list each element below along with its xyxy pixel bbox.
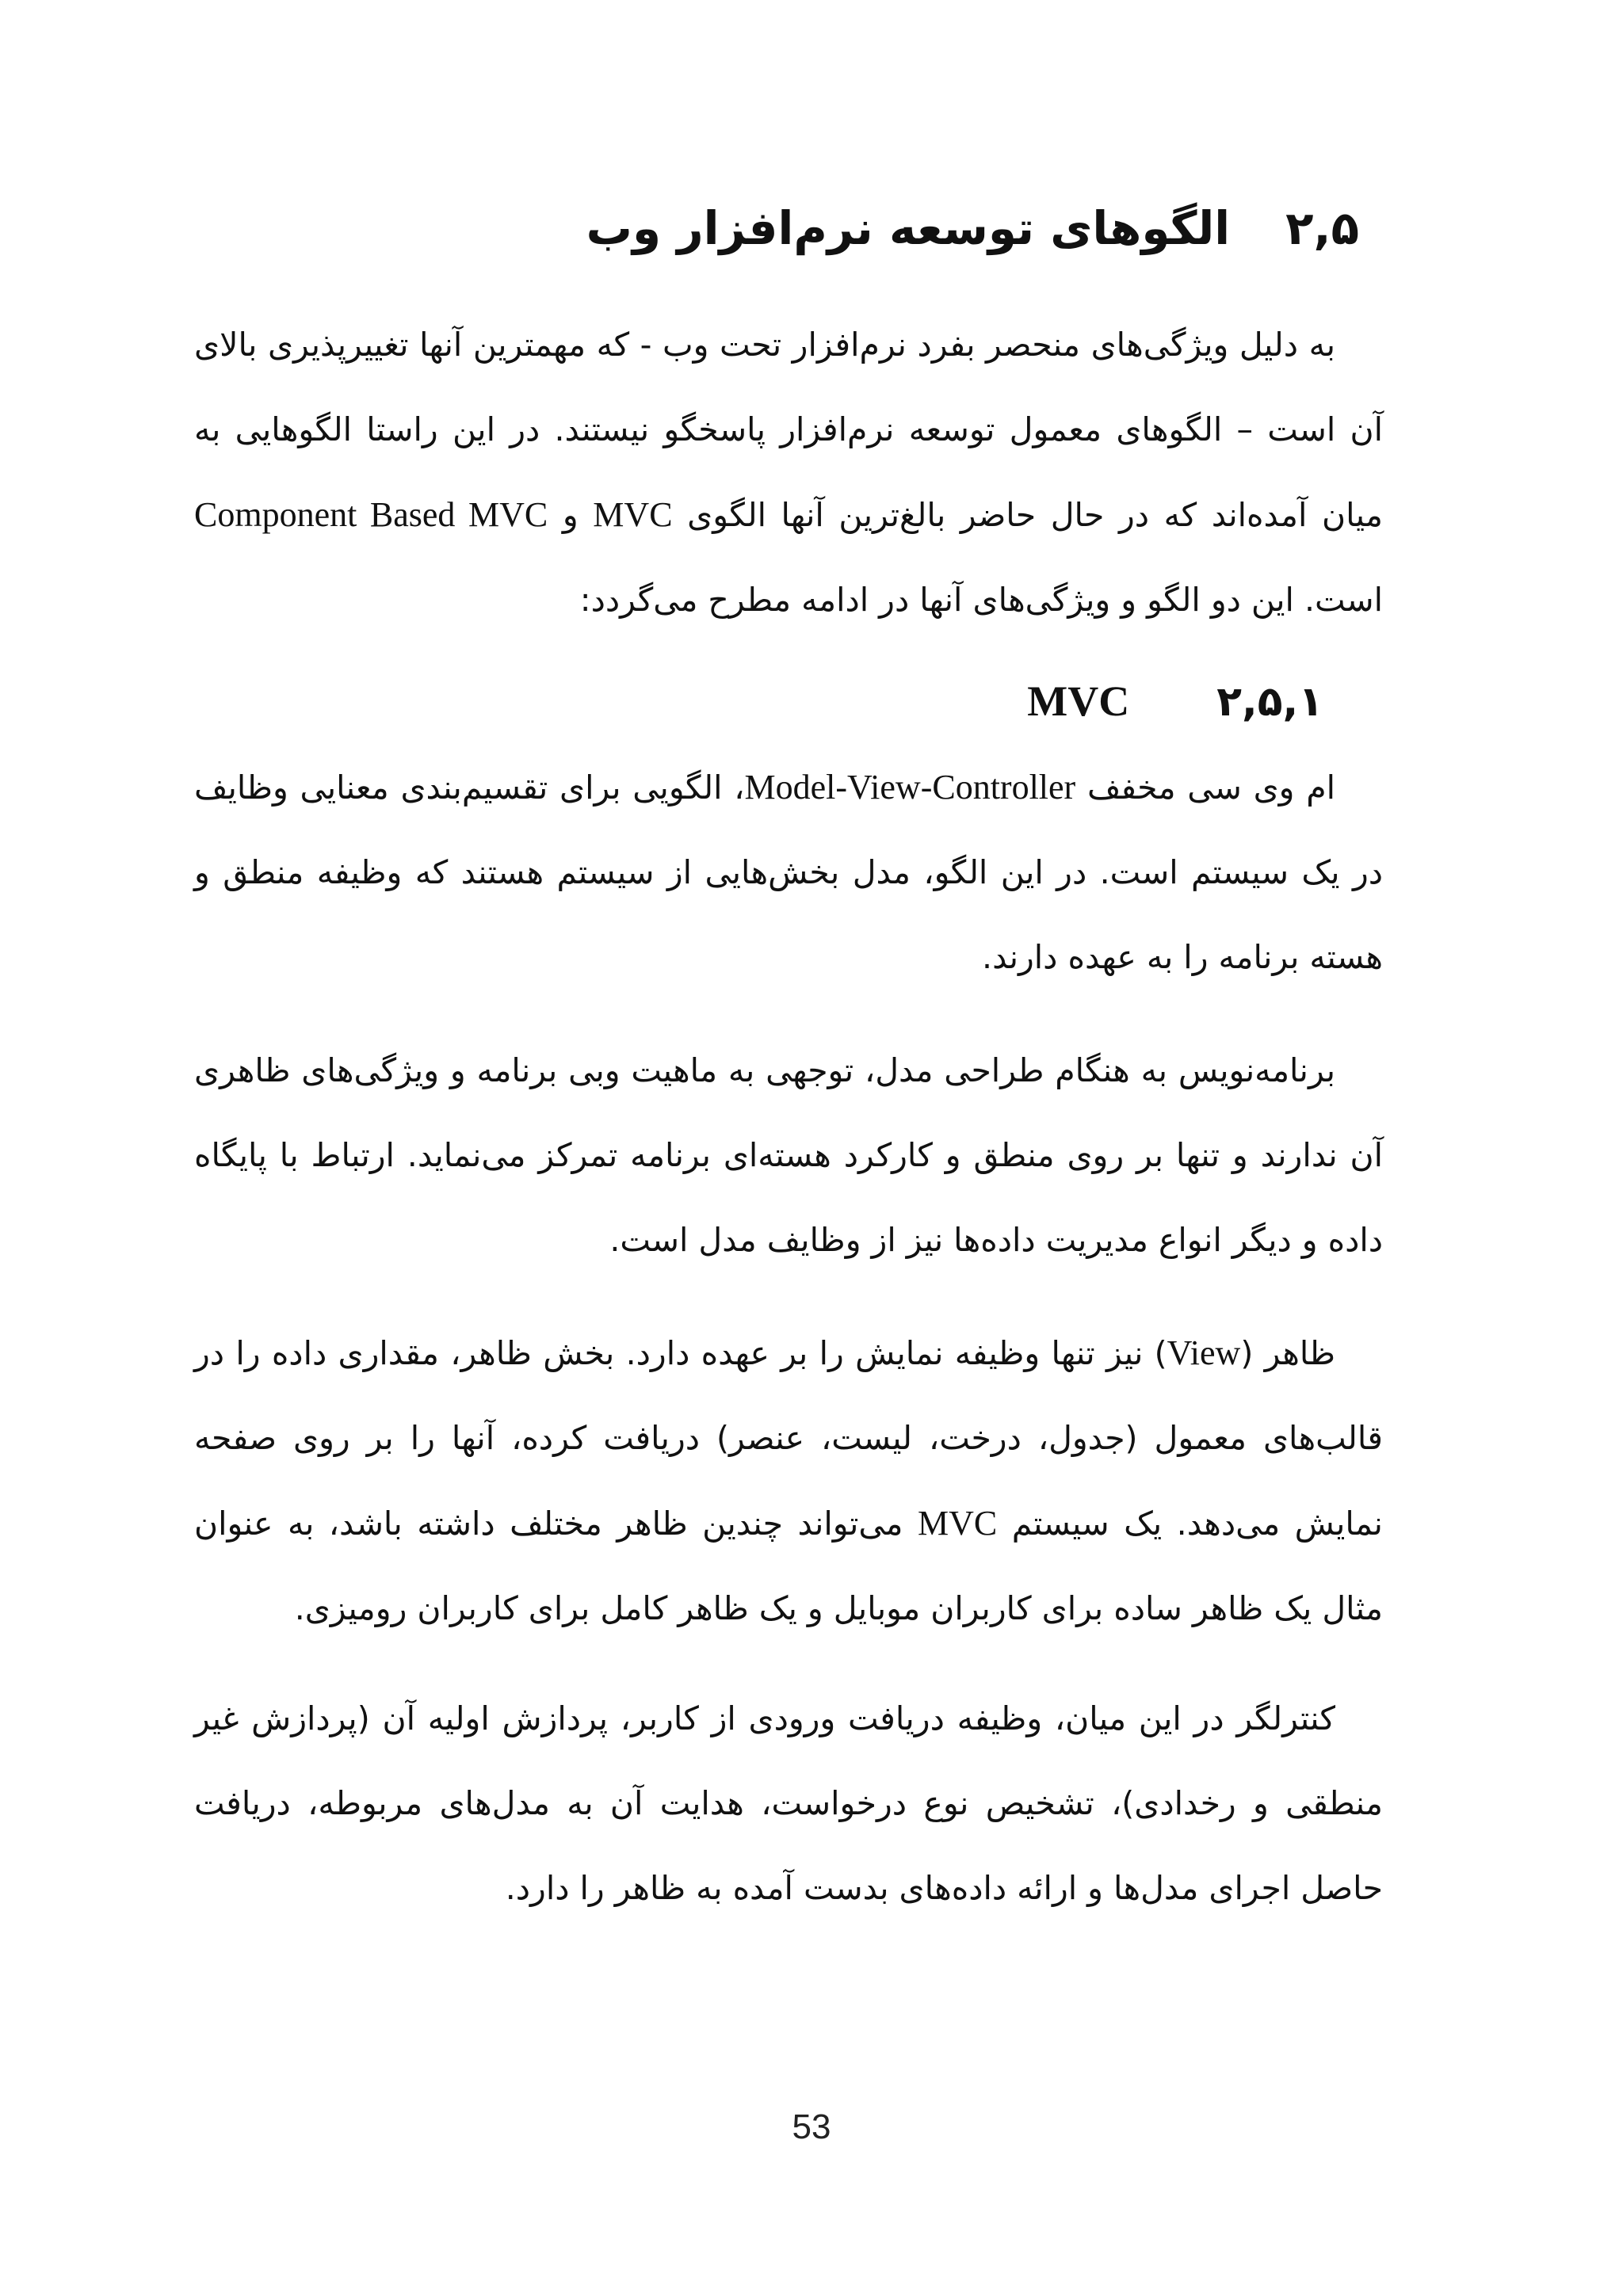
section-number: ۲,۵ <box>1285 201 1359 255</box>
term-mvc-2: MVC <box>917 1504 998 1543</box>
paragraph-intro <box>194 303 1383 643</box>
section-title: الگوهای توسعه نرم‌افزار وب <box>586 201 1231 255</box>
term-mvc: MVC <box>593 495 673 534</box>
paragraph-view-text-1: ظاهر ( <box>1240 1334 1335 1372</box>
paragraph-view <box>194 1310 1383 1651</box>
paragraph-mvc-text-2: ، الگویی برای تقسیم‌بندی معنایی وظایف در یک سیستم است. در این الگو، مدل بخش‌هایی از سیستم هستند که وظیفه منطق و هسته برنامه را به عهده دارند. <box>194 769 1383 976</box>
term-component-based-mvc: Component Based MVC <box>194 495 548 534</box>
term-view: View <box>1167 1333 1241 1372</box>
paragraph-view-text-3: می‌تواند چندین ظاهر مختلف داشته باشد، به عنوان مثال یک ظاهر ساده برای کاربران موبایل و یک ظاهر کامل برای کاربران رومیزی. <box>194 1505 1383 1627</box>
paragraph-model <box>194 1028 1383 1283</box>
paragraph-mvc-text-1: ام وی سی مخفف <box>1086 769 1335 807</box>
subsection-title: MVC <box>1027 677 1130 725</box>
joiner-word: و <box>562 496 579 534</box>
paragraph-controller-text: کنترلگر در این میان، وظیفه دریافت ورودی از کاربر، پردازش اولیه آن (پردازش غیر منطقی و رخدادی)، تشخیص نوع درخواست، هدایت آن به مدل‌های مربوطه، دریافت حاصل اجرای مدل‌ها و ارائه داده‌های بدست آمده به ظاهر را دارد. <box>194 1699 1383 1907</box>
section-heading <box>194 196 1359 260</box>
page-number: 53 <box>792 2107 831 2146</box>
subsection-number: ۲,۵,۱ <box>1216 678 1323 726</box>
paragraph-view-text-2: ) نیز تنها وظیفه نمایش را بر عهده دارد. بخش ظاهر، مقداری داده را در قالب‌های معمول (جدول، درخت، لیست، عنصر) دریافت کرده، آنها را بر روی صفحه نمایش می‌دهد. یک سیستم <box>194 1334 1383 1543</box>
paragraph-model-text: برنامه‌نویس به هنگام طراحی مدل، توجهی به ماهیت وبی برنامه و ویژگی‌های ظاهری آن ندارند و تنها بر روی منطق و کارکرد هسته‌ای برنامه تمرکز می‌نماید. ارتباط با پایگاه داده و دیگر انواع مدیریت داده‌ها نیز از وظایف مدل است. <box>194 1051 1383 1259</box>
paragraph-mvc-definition <box>194 745 1383 1000</box>
paragraph-intro-text-2: است. این دو الگو و ویژگی‌های آنها در ادامه مطرح می‌گردد: <box>579 581 1383 619</box>
term-model-view-controller: Model-View-Controller <box>744 768 1076 807</box>
subsection-heading <box>194 673 1323 730</box>
paragraph-intro-text-1: به دلیل ویژگی‌های منحصر بفرد نرم‌افزار تحت وب - که مهمترین آنها تغییرپذیری بالای آن است – الگوهای معمول توسعه نرم‌افزار پاسخگو نیستند. در این راستا الگوهایی به میان آمده‌اند که در حال حاضر بالغ‌ترین آنها الگوی <box>194 326 1383 534</box>
paragraph-controller <box>194 1676 1383 1931</box>
